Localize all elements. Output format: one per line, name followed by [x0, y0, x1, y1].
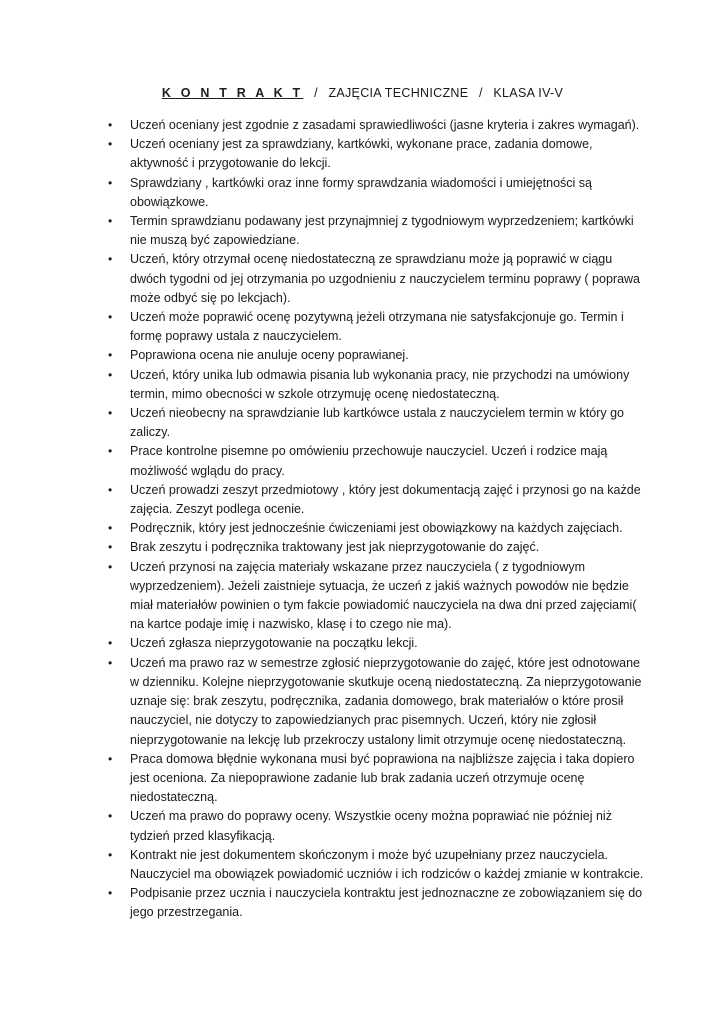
- contract-title: K O N T R A K T: [161, 86, 304, 100]
- rule-text: Uczeń ma prawo do poprawy oceny. Wszystkie oceny można poprawiać nie później niż tydzień przed klasyfikacją.: [130, 809, 612, 843]
- rule-item: [108, 366, 648, 404]
- rule-text: Kontrakt nie jest dokumentem skończonym i może być uzupełniany przez nauczyciela. Nauczyciel ma obowiązek powiadomić uczniów i ich rodziców o każdej zmianie w kontrakcie.: [130, 847, 644, 881]
- document-title: [0, 86, 725, 100]
- rule-item: [108, 404, 648, 442]
- rule-text: Prace kontrolne pisemne po omówieniu przechowuje nauczyciel. Uczeń i rodzice mają możliwość wglądu do pracy.: [130, 444, 608, 478]
- rule-item: [108, 212, 648, 250]
- rule-text: Podręcznik, który jest jednocześnie ćwiczeniami jest obowiązkowy na każdych zajęciach.: [130, 521, 623, 536]
- rule-text: Praca domowa błędnie wykonana musi być poprawiona na najbliższe zajęcia i taka dopiero jest oceniona. Za niepoprawione zadanie lub brak zadania uczeń otrzymuje ocenę niedostateczną.: [130, 751, 635, 805]
- rule-item: [108, 654, 648, 750]
- bullet-icon: •: [108, 886, 113, 901]
- rule-item: [108, 634, 648, 653]
- rule-text: Podpisanie przez ucznia i nauczyciela kontraktu jest jednoznaczne ze zobowiązaniem się do jego przestrzegania.: [130, 886, 643, 920]
- rules-list: [108, 116, 648, 923]
- rule-text: Uczeń prowadzi zeszyt przedmiotowy , który jest dokumentacją zajęć i przynosi go na każde zajęcia. Zeszyt podlega ocenie.: [130, 482, 641, 517]
- rule-text: Poprawiona ocena nie anuluje oceny poprawianej.: [130, 348, 409, 363]
- bullet-icon: •: [108, 521, 113, 536]
- rule-item: [108, 558, 648, 635]
- rule-item: [108, 250, 648, 308]
- rule-text: Brak zeszytu i podręcznika traktowany jest jak nieprzygotowanie do zajęć.: [130, 540, 540, 555]
- rule-text: Uczeń, który unika lub odmawia pisania lub wykonania pracy, nie przychodzi na umówiony termin, mimo obecności w szkole otrzymuję ocenę niedostateczną.: [130, 367, 630, 401]
- rule-item: [108, 750, 648, 808]
- subject-name: ZAJĘCIA TECHNICZNE: [328, 86, 469, 100]
- rule-text: Uczeń nieobecny na sprawdzianie lub kartkówce ustala z nauczycielem termin w który go zaliczy.: [130, 406, 624, 440]
- rule-text: Uczeń, który otrzymał ocenę niedostateczną ze sprawdzianu może ją poprawić w ciągu dwóch tygodni od jej otrzymania po uzgodnieniu z nauczycielem terminu poprawy ( poprawa może odbyć się po lekcjach).: [130, 252, 640, 305]
- bullet-icon: •: [108, 540, 113, 555]
- bullet-icon: •: [108, 406, 113, 421]
- rule-item: [108, 538, 648, 557]
- rule-item: [108, 135, 648, 173]
- bullet-icon: •: [108, 214, 113, 229]
- bullet-icon: •: [108, 118, 113, 132]
- rule-item: [108, 308, 648, 346]
- rule-text: Termin sprawdzianu podawany jest przynajmniej z tygodniowym wyprzedzeniem; kartkówki nie muszą być zapowiedziane.: [130, 214, 634, 248]
- title-separator: /: [479, 86, 483, 100]
- rule-item: [108, 481, 648, 519]
- bullet-icon: •: [108, 310, 113, 325]
- rule-text: Uczeń oceniany jest zgodnie z zasadami sprawiedliwości (jasne kryteria i zakres wymagań).: [130, 118, 640, 132]
- bullet-icon: •: [108, 751, 113, 766]
- rule-text: Sprawdziany , kartkówki oraz inne formy sprawdzania wiadomości i umiejętności są obowiązkowe.: [130, 175, 592, 209]
- bullet-icon: •: [108, 137, 113, 152]
- bullet-icon: •: [108, 252, 113, 267]
- bullet-icon: •: [108, 636, 113, 651]
- rule-item: [108, 116, 648, 135]
- rule-item: [108, 846, 648, 884]
- rule-item: [108, 174, 648, 212]
- rule-item: [108, 884, 648, 922]
- rule-text: Uczeń przynosi na zajęcia materiały wskazane przez nauczyciela ( z tygodniowym wyprzedzeniem). Jeżeli zaistnieje sytuacja, że uczeń z jakiś ważnych powodów nie będzie miał materiałów powinien o tym fakcie powiadomić nauczyciela na dwa dni przed zajęciami( na kartce podaje imię i nazwisko, klasę i to czego nie ma).: [130, 559, 637, 632]
- bullet-icon: •: [108, 175, 113, 190]
- rule-text: Uczeń oceniany jest za sprawdziany, kartkówki, wykonane prace, zadania domowe, aktywność i przygotowanie do lekcji.: [130, 137, 593, 171]
- grade-level: KLASA IV-V: [493, 86, 564, 100]
- rule-item: [108, 807, 648, 845]
- bullet-icon: •: [108, 655, 113, 670]
- rule-item: [108, 346, 648, 365]
- bullet-icon: •: [108, 809, 113, 824]
- bullet-icon: •: [108, 367, 113, 382]
- rule-item: [108, 519, 648, 538]
- rule-item: [108, 442, 648, 480]
- rule-text: Uczeń ma prawo raz w semestrze zgłosić nieprzygotowanie do zajęć, które jest odnotowane w dzienniku. Kolejne nieprzygotowanie skutkuje oceną niedostateczną. Za nieprzygotowanie uznaje się: brak zeszytu, podręcznika, zadania domowego, brak materiałów o które prosił nauczyciel, nie dotyczy to zapowiedzianych prac pisemnych. Uczeń, który nie zgłosił nieprzygotowanie na lekcję lub przekroczy ustalony limit otrzymuje ocenę niedostateczną.: [130, 655, 642, 747]
- bullet-icon: •: [108, 444, 113, 459]
- bullet-icon: •: [108, 559, 113, 574]
- bullet-icon: •: [108, 348, 113, 363]
- rule-text: Uczeń zgłasza nieprzygotowanie na początku lekcji.: [130, 636, 418, 651]
- title-separator: /: [314, 86, 318, 100]
- rule-text: Uczeń może poprawić ocenę pozytywną jeżeli otrzymana nie satysfakcjonuje go. Termin i formę poprawy ustala z nauczycielem.: [130, 310, 624, 344]
- bullet-icon: •: [108, 847, 113, 862]
- bullet-icon: •: [108, 482, 113, 497]
